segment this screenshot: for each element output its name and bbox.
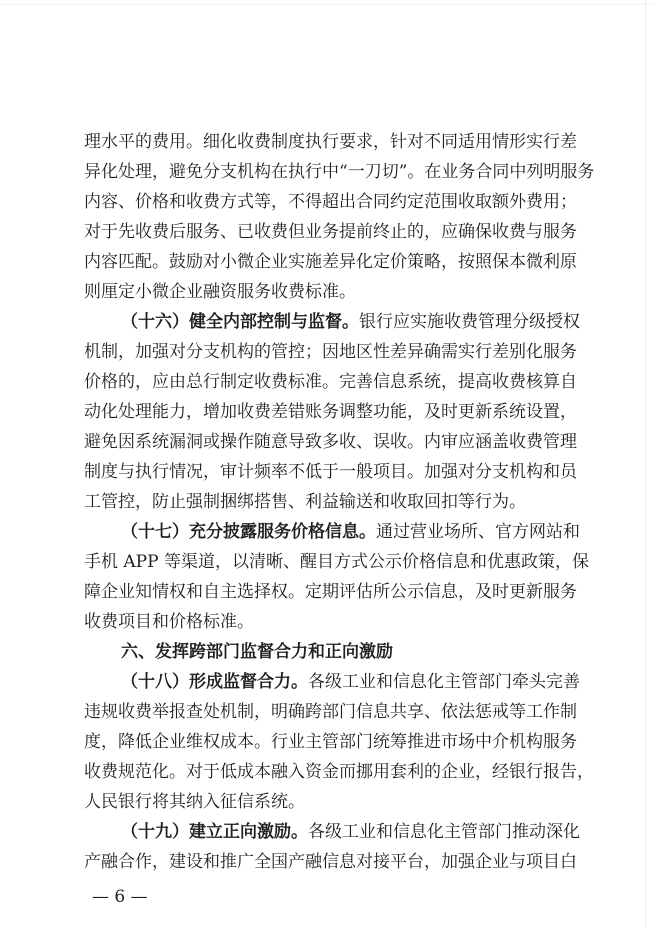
section-18-first-line: [121, 667, 580, 697]
body-line: 度，降低企业维权成本。行业主管部门统筹推进市场中介机构服务: [84, 732, 577, 752]
body-line: 异化处理，避免分支机构在执行中“一刀切”。在业务合同中列明服务: [84, 162, 595, 182]
body-line: 手机 APP 等渠道，以清晰、醒目方式公示价格信息和优惠政策，保: [84, 552, 589, 572]
body-line: 动化处理能力，增加收费差错账务调整功能，及时更新系统设置，: [84, 402, 577, 422]
page-right-edge: [645, 0, 646, 928]
section-16-title: （十六）健全内部控制与监督。: [121, 312, 359, 332]
page-number: — 6 —: [92, 887, 148, 907]
body-line: 人民银行将其纳入征信系统。: [84, 792, 305, 812]
body-line: 对于先收费后服务、已收费但业务提前终止的，应确保收费与服务: [84, 222, 577, 242]
body-line: 机制，加强对分支机构的管控；因地区性差异确需实行差别化服务: [84, 342, 577, 362]
section-17-first-line: [121, 517, 580, 547]
section-17-text: 通过营业场所、官方网站和: [376, 522, 580, 542]
body-line: 工管控，防止强制捆绑搭售、利益输送和收取回扣等行为。: [84, 492, 526, 512]
body-line: 产融合作，建设和推广全国产融信息对接平台，加强企业与项目白: [84, 852, 577, 872]
section-19-text: 各级工业和信息化主管部门推动深化: [308, 822, 580, 842]
body-line: 违规收费举报查处机制，明确跨部门信息共享、依法惩戒等工作制: [84, 702, 577, 722]
body-line: 价格的，应由总行制定收费标准。完善信息系统，提高收费核算自: [84, 372, 577, 392]
body-line: 障企业知情权和自主选择权。定期评估所公示信息，及时更新服务: [84, 582, 577, 602]
body-line: 内容匹配。鼓励对小微企业实施差异化定价策略，按照保本微利原: [84, 252, 577, 272]
section-16-first-line: [121, 307, 580, 337]
section-19-first-line: [121, 817, 580, 847]
section-heading: 六、发挥跨部门监督合力和正向激励: [121, 642, 393, 662]
page-top-edge: [0, 4, 654, 5]
body-line: 理水平的费用。细化收费制度执行要求，针对不同适用情形实行差: [84, 132, 577, 152]
body-line: 收费项目和价格标准。: [84, 612, 254, 632]
body-line: 收费规范化。对于低成本融入资金而挪用套利的企业，经银行报告，: [84, 762, 594, 782]
body-line: 避免因系统漏洞或操作随意导致多收、误收。内审应涵盖收费管理: [84, 432, 577, 452]
section-17-title: （十七）充分披露服务价格信息。: [121, 522, 376, 542]
body-line: 制度与执行情况，审计频率不低于一般项目。加强对分支机构和员: [84, 462, 577, 482]
section-18-text: 各级工业和信息化主管部门牵头完善: [308, 672, 580, 692]
section-16-text: 银行应实施收费管理分级授权: [359, 312, 580, 332]
body-line: 内容、价格和收费方式等，不得超出合同约定范围收取额外费用；: [84, 192, 577, 212]
body-line: 则厘定小微企业融资服务收费标准。: [84, 282, 356, 302]
section-18-title: （十八）形成监督合力。: [121, 672, 308, 692]
section-19-title: （十九）建立正向激励。: [121, 822, 308, 842]
